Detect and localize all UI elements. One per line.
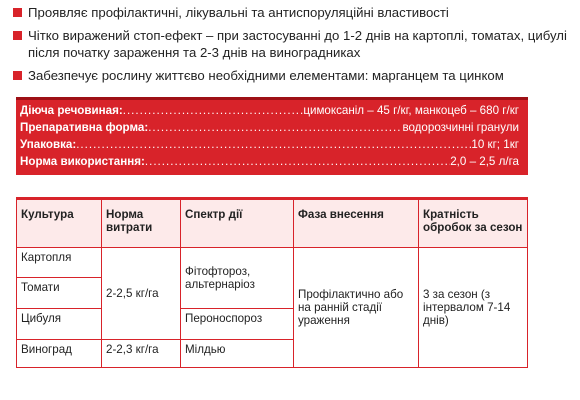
spectrum-cell: Пероноспороз: [181, 309, 294, 340]
spec-row-usage-rate: [20, 154, 519, 169]
spec-value: 10 кг; 1кг: [471, 138, 519, 151]
crop-cell: Томати: [17, 278, 102, 309]
red-square-bullet-icon: [13, 71, 22, 80]
application-table: [16, 197, 528, 368]
leader-dots: [76, 137, 471, 152]
crop-cell: Картопля: [17, 248, 102, 278]
table-row: [17, 248, 528, 278]
feature-item: [6, 27, 576, 61]
header-frequency: Кратність обробок за сезон: [419, 199, 528, 248]
header-rate: Норма витрати: [102, 199, 181, 248]
spec-value: водорозчинні гранули: [402, 121, 519, 134]
rate-cell: 2-2,3 кг/га: [102, 340, 181, 368]
product-specs-panel: [16, 97, 528, 175]
rate-cell: 2-2,5 кг/га: [102, 248, 181, 340]
header-spectrum: Спектр дії: [181, 199, 294, 248]
frequency-cell: 3 за сезон (з інтервалом 7-14 днів): [419, 248, 528, 368]
feature-text: Забезпечує рослину життєво необхідними елементами: марганцем та цинком: [28, 68, 504, 83]
crop-cell: Цибуля: [17, 309, 102, 340]
phase-cell: Профілактично або на ранній стадії ураження: [294, 248, 419, 368]
feature-text: Проявляє профілактичні, лікувальні та антиспоруляційні властивості: [28, 5, 449, 20]
spec-key: Норма використання:: [20, 155, 145, 168]
header-crop: Культура: [17, 199, 102, 248]
leader-dots: [123, 103, 304, 118]
crop-cell: Виноград: [17, 340, 102, 368]
spec-key: Діюча речовиная:: [20, 104, 123, 117]
leader-dots: [148, 120, 402, 135]
spec-row-active-ingredient: [20, 103, 519, 118]
header-phase: Фаза внесення: [294, 199, 419, 248]
spec-value: цимоксаніл – 45 г/кг, манкоцеб – 680 г/кг: [303, 104, 519, 117]
spec-key: Препаративна форма:: [20, 121, 149, 134]
leader-dots: [145, 154, 450, 169]
feature-list: [6, 4, 576, 90]
table-header-row: [17, 199, 528, 248]
red-square-bullet-icon: [13, 31, 22, 40]
spec-key: Упаковка:: [20, 138, 77, 151]
spec-row-packaging: [20, 137, 519, 152]
feature-text: Чітко виражений стоп-ефект – при застосуванні до 1-2 днів на картоплі, томатах, цибулі після початку зараження та 2-3 днів на виноградниках: [28, 28, 567, 60]
spectrum-cell: Фітофтороз, альтернаріоз: [181, 248, 294, 309]
spectrum-cell: Мілдью: [181, 340, 294, 368]
feature-item: [6, 67, 576, 84]
spec-row-formulation: [20, 120, 519, 135]
spec-value: 2,0 – 2,5 л/га: [450, 155, 519, 168]
feature-item: [6, 4, 576, 21]
red-square-bullet-icon: [13, 8, 22, 17]
